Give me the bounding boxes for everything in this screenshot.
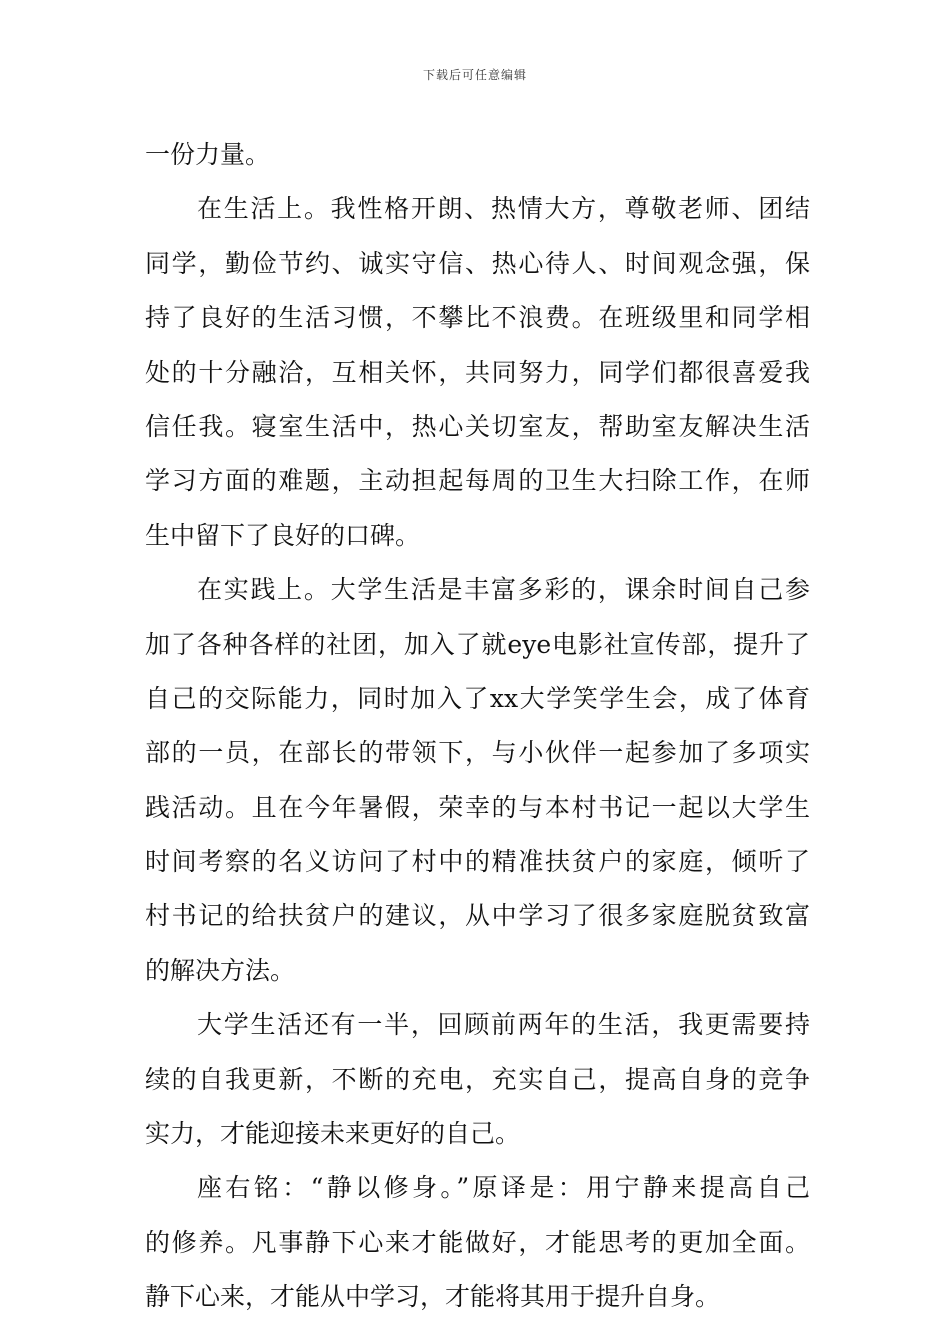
text-line: 时间考察的名义访问了村中的精准扶贫户的家庭，倾听了	[145, 847, 810, 877]
text-line: 信任我。寝室生活中，热心关切室友，帮助室友解决生活	[145, 411, 810, 441]
text-line: 一份力量。	[145, 140, 271, 169]
text-line: 生中留下了良好的口碑。	[145, 520, 421, 550]
text-line: 的修养。凡事静下心来才能做好，才能思考的更加全面。	[145, 1227, 810, 1257]
text-line: 在生活上。我性格开朗、热情大方，尊敬老师、团结	[197, 194, 810, 224]
text-line: 大学生活还有一半，回顾前两年的生活，我更需要持	[197, 1010, 810, 1040]
text-line: 的解决方法。	[145, 955, 296, 985]
text-line: 座右铭：“静以修身。”原译是：用宁静来提高自己	[197, 1173, 810, 1203]
text-line: 持了良好的生活习惯，不攀比不浪费。在班级里和同学相	[145, 303, 810, 333]
text-line: 村书记的给扶贫户的建议，从中学习了很多家庭脱贫致富	[145, 901, 810, 931]
text-line: 续的自我更新，不断的充电，充实自己，提高自身的竞争	[145, 1064, 810, 1094]
page-header: 下载后可任意编辑	[422, 68, 527, 82]
text-line: 自己的交际能力，同时加入了xx大学笑学生会，成了体育	[145, 683, 810, 713]
text-line: 处的十分融洽，互相关怀，共同努力，同学们都很喜爱我	[145, 357, 810, 387]
text-line: 实力，才能迎接未来更好的自己。	[145, 1119, 521, 1149]
text-line: 部的一员，在部长的带领下，与小伙伴一起参加了多项实	[145, 738, 810, 768]
document-body	[145, 128, 810, 1325]
text-line: 同学，勤俭节约、诚实守信、热心待人、时间观念强，保	[145, 248, 810, 278]
text-line: 静下心来，才能从中学习，才能将其用于提升自身。	[145, 1282, 721, 1312]
text-line: 践活动。且在今年暑假，荣幸的与本村书记一起以大学生	[145, 792, 810, 822]
text-line: 加了各种各样的社团，加入了就eye电影社宣传部，提升了	[145, 629, 810, 659]
text-line: 学习方面的难题，主动担起每周的卫生大扫除工作，在师	[145, 466, 810, 496]
text-line: 在实践上。大学生活是丰富多彩的，课余时间自己参	[197, 575, 810, 605]
